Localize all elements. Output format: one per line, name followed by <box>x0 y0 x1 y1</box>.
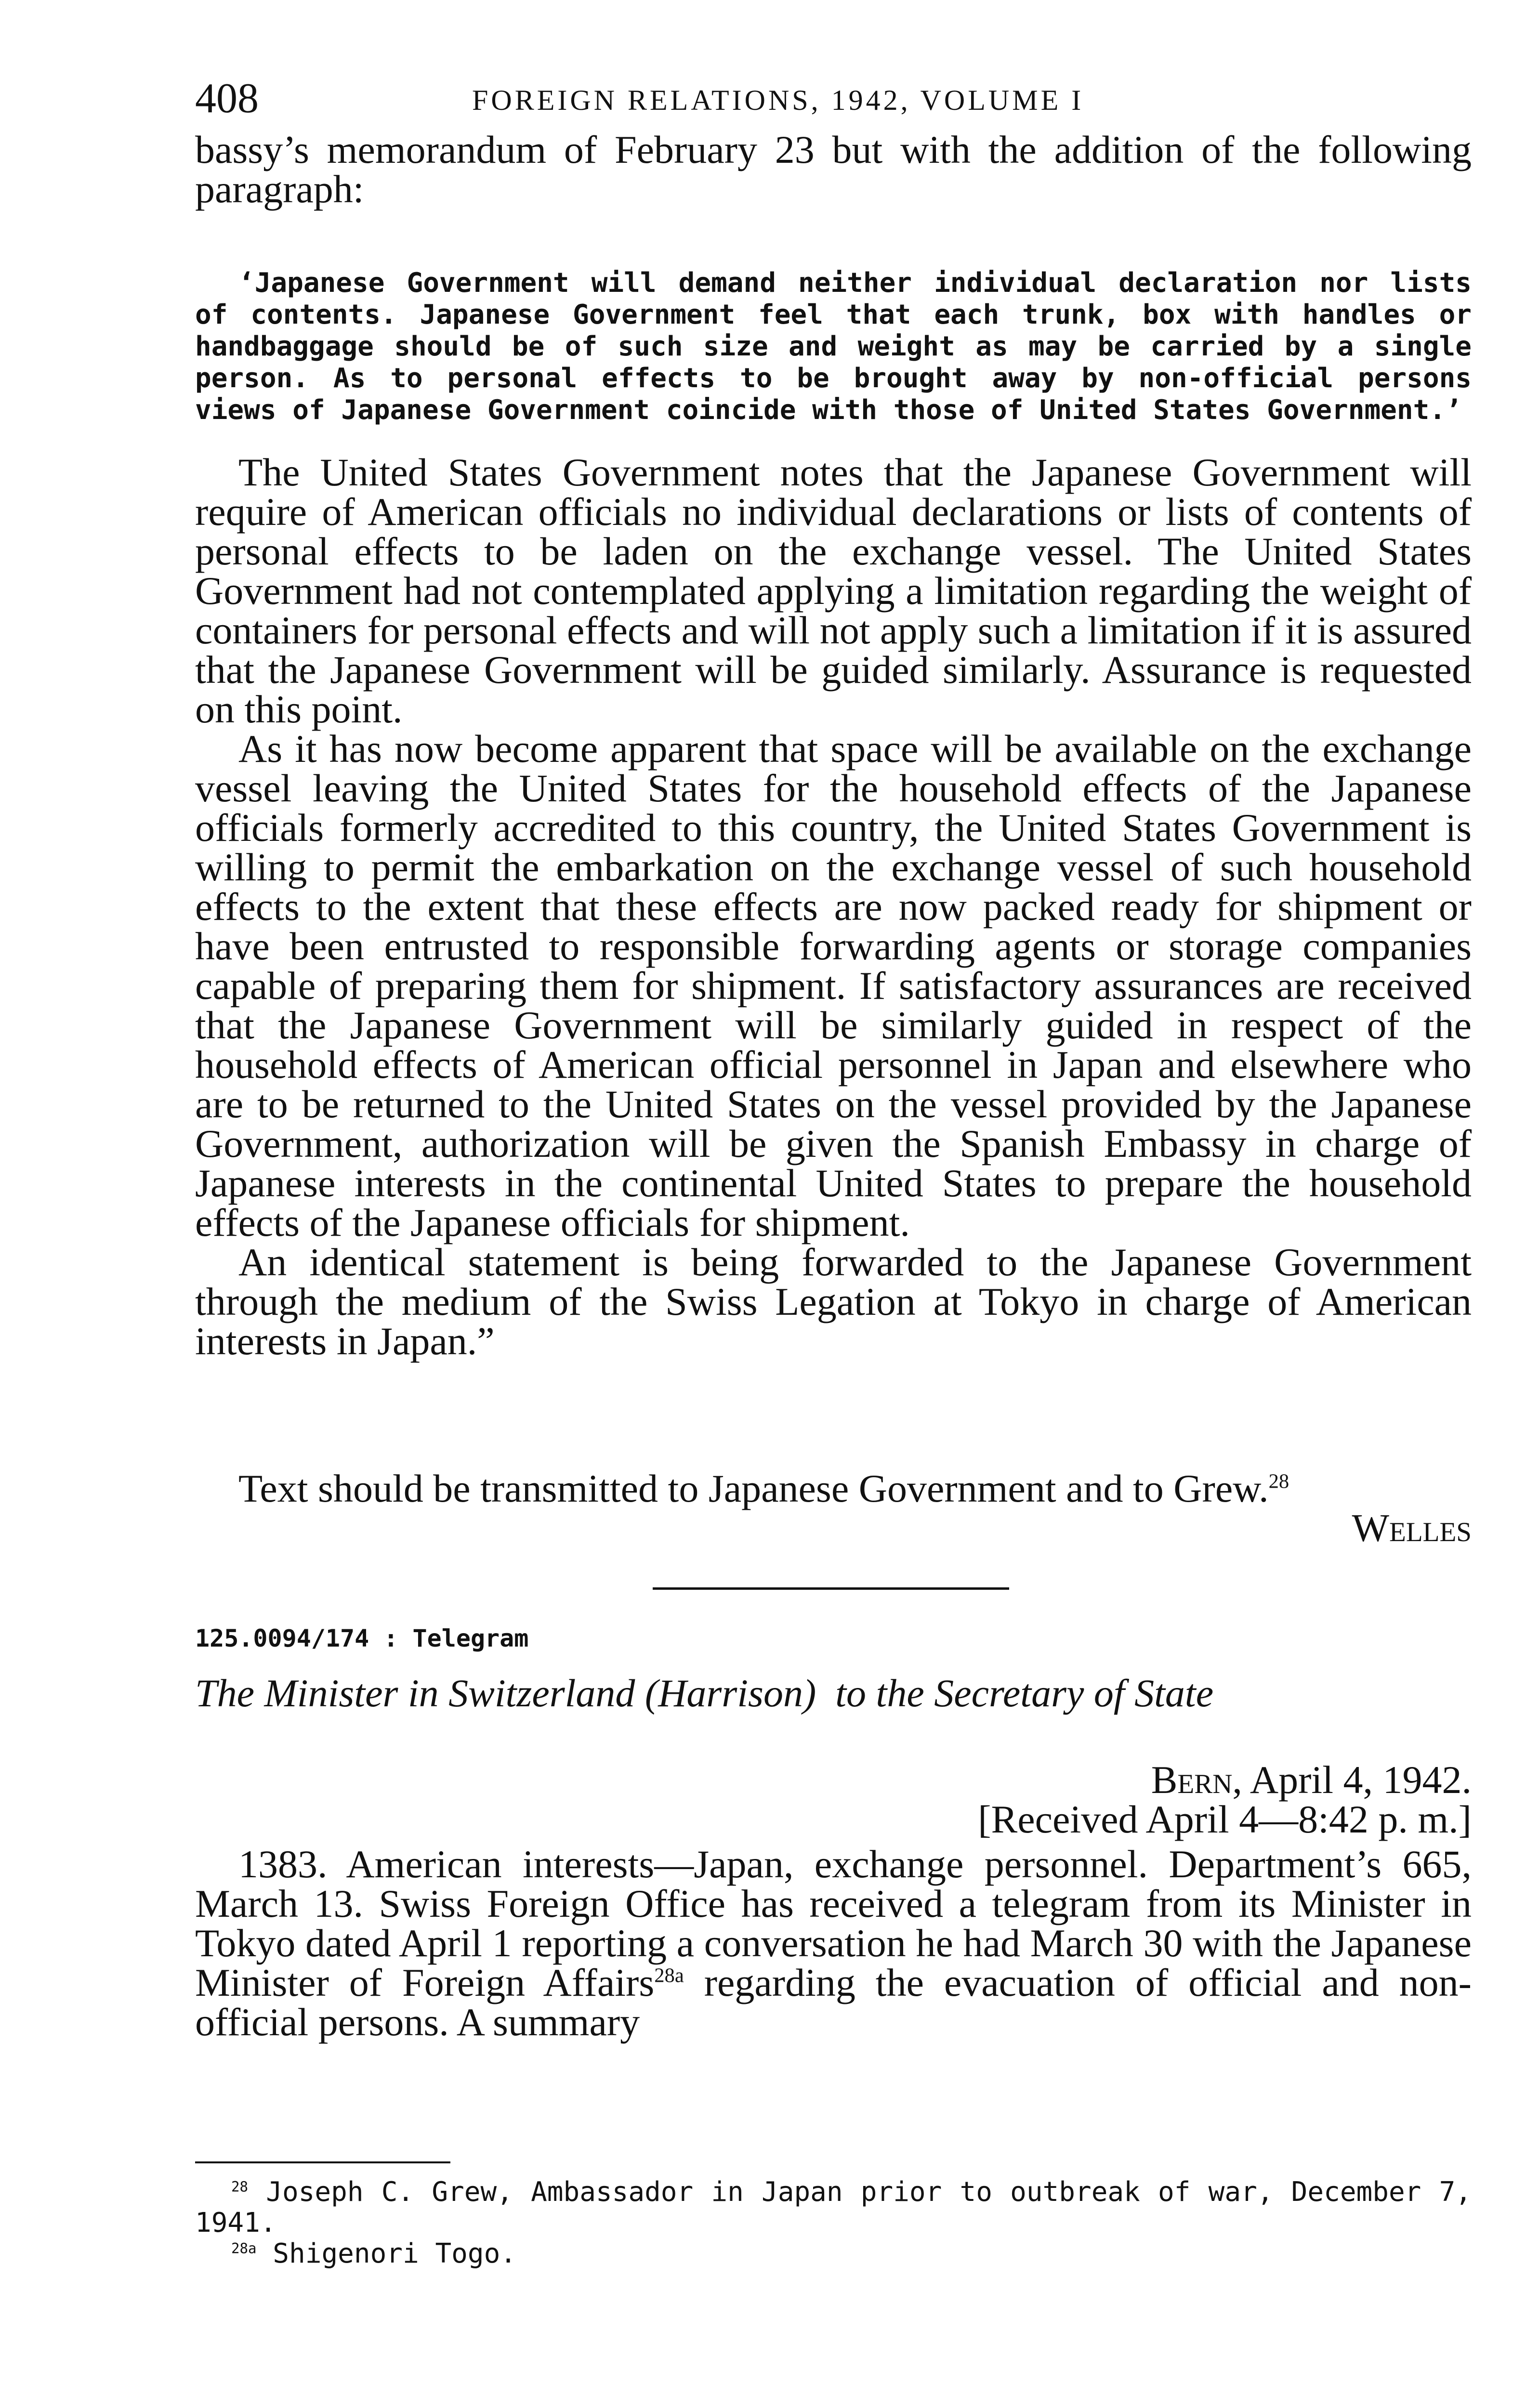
page-number: 408 <box>195 75 259 122</box>
statement-body <box>195 450 1472 1363</box>
telegram-text-2: regarding the evacuation of official and non-official persons. A summary <box>195 1961 1472 2044</box>
footnotes <box>195 2177 1472 2269</box>
footnote-28a <box>195 2238 1472 2269</box>
telegram-paragraph <box>195 1842 1472 2044</box>
dateline-place-date <box>195 1760 1472 1800</box>
title-to: to the Secretary of State <box>835 1671 1214 1715</box>
document-title <box>195 1671 1472 1715</box>
instruction-text: Text should be transmitted to Japanese Government and to Grew. <box>238 1466 1269 1510</box>
footnote-ref-28: 28 <box>1268 1470 1289 1493</box>
footnote-ref-28a: 28a <box>654 1964 684 1987</box>
footnote-text-28a: Shigenori Togo. <box>273 2238 517 2269</box>
footnote-rule <box>195 2161 450 2163</box>
title-from: The Minister in Switzerland (Harrison) <box>195 1671 816 1715</box>
dateline-date: , April 4, 1942. <box>1232 1758 1472 1802</box>
telegram-body <box>195 1842 1472 2044</box>
opening-text <box>195 130 1472 209</box>
instruction-block <box>195 1466 1472 1550</box>
footnote-28 <box>195 2177 1472 2238</box>
quoted-block <box>195 267 1472 426</box>
dateline-place: Bern <box>1151 1758 1233 1802</box>
running-head: FOREIGN RELATIONS, 1942, VOLUME I <box>472 84 1084 116</box>
quoted-paragraph: ‘Japanese Government will demand neither individual declaration nor lists of contents. Japanese Government feel that each trunk, box with handles or handbaggage should be of such size and weight as may be carried by a single person. As to personal effects to be brought away by non-official persons views of Japanese Government coincide with those of United States Government.’ <box>195 267 1472 426</box>
instruction-line <box>195 1466 1472 1510</box>
paragraph-identical-statement: An identical statement is being forwarded to the Japanese Government through the medium of the Swiss Legation at Tokyo in charge of American interests in Japan.” <box>195 1240 1472 1363</box>
telegram-text-1: 1383. American interests—Japan, exchange personnel. Department’s 665, March 13. Swiss Foreign Office has received a telegram from its Minister in Tokyo dated April 1 reporting a conversation he had March 30 with the Japanese Minister of Foreign Affairs <box>195 1842 1472 2004</box>
page-header <box>195 72 1472 125</box>
signature: Welles <box>1352 1506 1472 1550</box>
footnote-marker-28a: 28a <box>231 2240 257 2257</box>
opening-paragraph: bassy’s memorandum of February 23 but with the addition of the following paragraph: <box>195 128 1472 211</box>
section-divider <box>653 1587 1009 1590</box>
received-line: [Received April 4—8:42 p. m.] <box>978 1797 1472 1841</box>
footnote-marker-28: 28 <box>231 2178 249 2195</box>
paragraph-weight-limitation: The United States Government notes that the Japanese Government will require of American officials no individual declarations or lists of contents of personal effects to be laden on the exchange vessel. The United States Government had not contemplated applying a limitation regarding the weight of containers for personal effects and will not apply such a limitation if it is assured that the Japanese Government will be guided similarly. Assurance is requested on this point. <box>195 450 1472 731</box>
footnote-text-28: Joseph C. Grew, Ambassador in Japan prior to outbreak of war, December 7, 1941. <box>195 2176 1472 2238</box>
dateline <box>195 1760 1472 1839</box>
paragraph-household-effects: As it has now become apparent that space will be available on the exchange vessel leaving the United States for the household effects of the Japanese officials formerly accredited to this country, the United States Government is willing to permit the embarkation on the exchange vessel of such household effects to the extent that these effects are now packed ready for shipment or have been entrusted to responsible forwarding agents or storage companies capable of preparing them for shipment. If satisfactory assurances are received that the Japanese Government will be similarly guided in respect of the household effects of American official personnel in Japan and elsewhere who are to be returned to the United States on the vessel provided by the Japanese Government, authorization will be given the Spanish Embassy in charge of Japanese interests in the continental United States to prepare the household effects of the Japanese officials for shipment. <box>195 727 1472 1244</box>
file-number: 125.0094/174 : Telegram <box>195 1624 529 1652</box>
